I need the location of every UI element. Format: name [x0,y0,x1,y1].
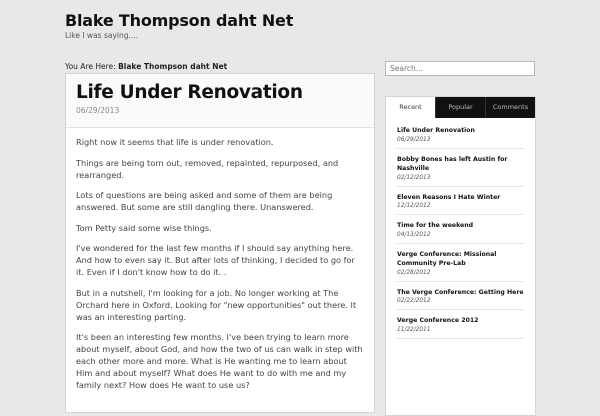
post-date: 06/29/2013 [76,106,120,115]
recent-post-link[interactable]: Eleven Reasons I Hate Winter [397,193,501,201]
search-input[interactable] [385,61,535,76]
recent-post-link[interactable]: Verge Conference 2012 [397,317,479,324]
recent-post-link[interactable]: Time for the weekend [397,222,474,229]
post-paragraph: It's been an interesting few months. I've been trying to learn more about myself, about God, and how the two of us can walk in step with each other more and more. What is He wanting me to learn about Him and about myself? What does He want to do with me and my family next? How does He want to use us? [76,332,363,390]
tab-comments[interactable]: Comments [485,97,535,118]
site-tagline: Like I was saying.... [65,31,139,40]
list-item [397,244,524,282]
recent-post-link[interactable]: The Verge Conference: Getting Here [397,288,524,296]
post-paragraph: Lots of questions are being asked and some of them are being answered. But some are still dangling there. Unanswered. [76,190,333,212]
recent-post-date: 11/22/2011 [397,326,431,333]
post-paragraph: I've wondered for the last few months if I should say anything here. And how to even say it. But after lots of thinking, I decided to go for it. Even if I don't know how to do it. . [76,243,355,277]
recent-post-link[interactable]: Verge Conference: Missional Community Pre-Lab [397,250,497,267]
post-paragraph: Things are being torn out, removed, repainted, repurposed, and rearranged. [76,157,339,180]
list-item [397,118,524,149]
recent-post-date: 04/13/2012 [397,231,431,238]
widget-tabs [386,97,535,118]
post-article [65,73,375,413]
list-item [397,149,524,187]
recent-post-date: 02/22/2012 [397,298,431,304]
recent-posts-list [386,118,535,339]
sidebar-tabbed-widget [385,96,536,416]
post-header [66,74,374,128]
breadcrumb-prefix: You Are Here: [65,62,119,71]
recent-post-date: 12/12/2012 [397,203,431,209]
post-title[interactable]: Life Under Renovation [76,82,303,103]
post-paragraph: Tom Petty said some wise things. [76,222,212,233]
recent-post-date: 02/28/2012 [397,269,431,276]
list-item [397,187,524,216]
recent-post-link[interactable]: Bobby Bones has left Austin for Nashville [397,155,508,172]
breadcrumb [65,62,227,71]
recent-post-link[interactable]: Life Under Renovation [397,127,475,134]
tab-recent[interactable]: Recent [386,97,435,118]
list-item [397,215,524,244]
list-item [397,282,524,311]
post-paragraph: But in a nutshell, I'm looking for a job. No longer working at The Orchard here in Oxford. Looking for "new opportunities" out there. It was an interesting parting. [76,287,357,322]
recent-post-date: 02/12/2013 [397,174,431,181]
recent-post-date: 06/29/2013 [397,136,431,143]
post-body [66,128,374,391]
tab-popular[interactable]: Popular [435,97,485,118]
site-title[interactable]: Blake Thompson daht Net [65,11,294,30]
list-item [397,310,524,339]
breadcrumb-current[interactable]: Blake Thompson daht Net [118,62,228,71]
post-paragraph: Right now it seems that life is under renovation. [76,137,274,147]
